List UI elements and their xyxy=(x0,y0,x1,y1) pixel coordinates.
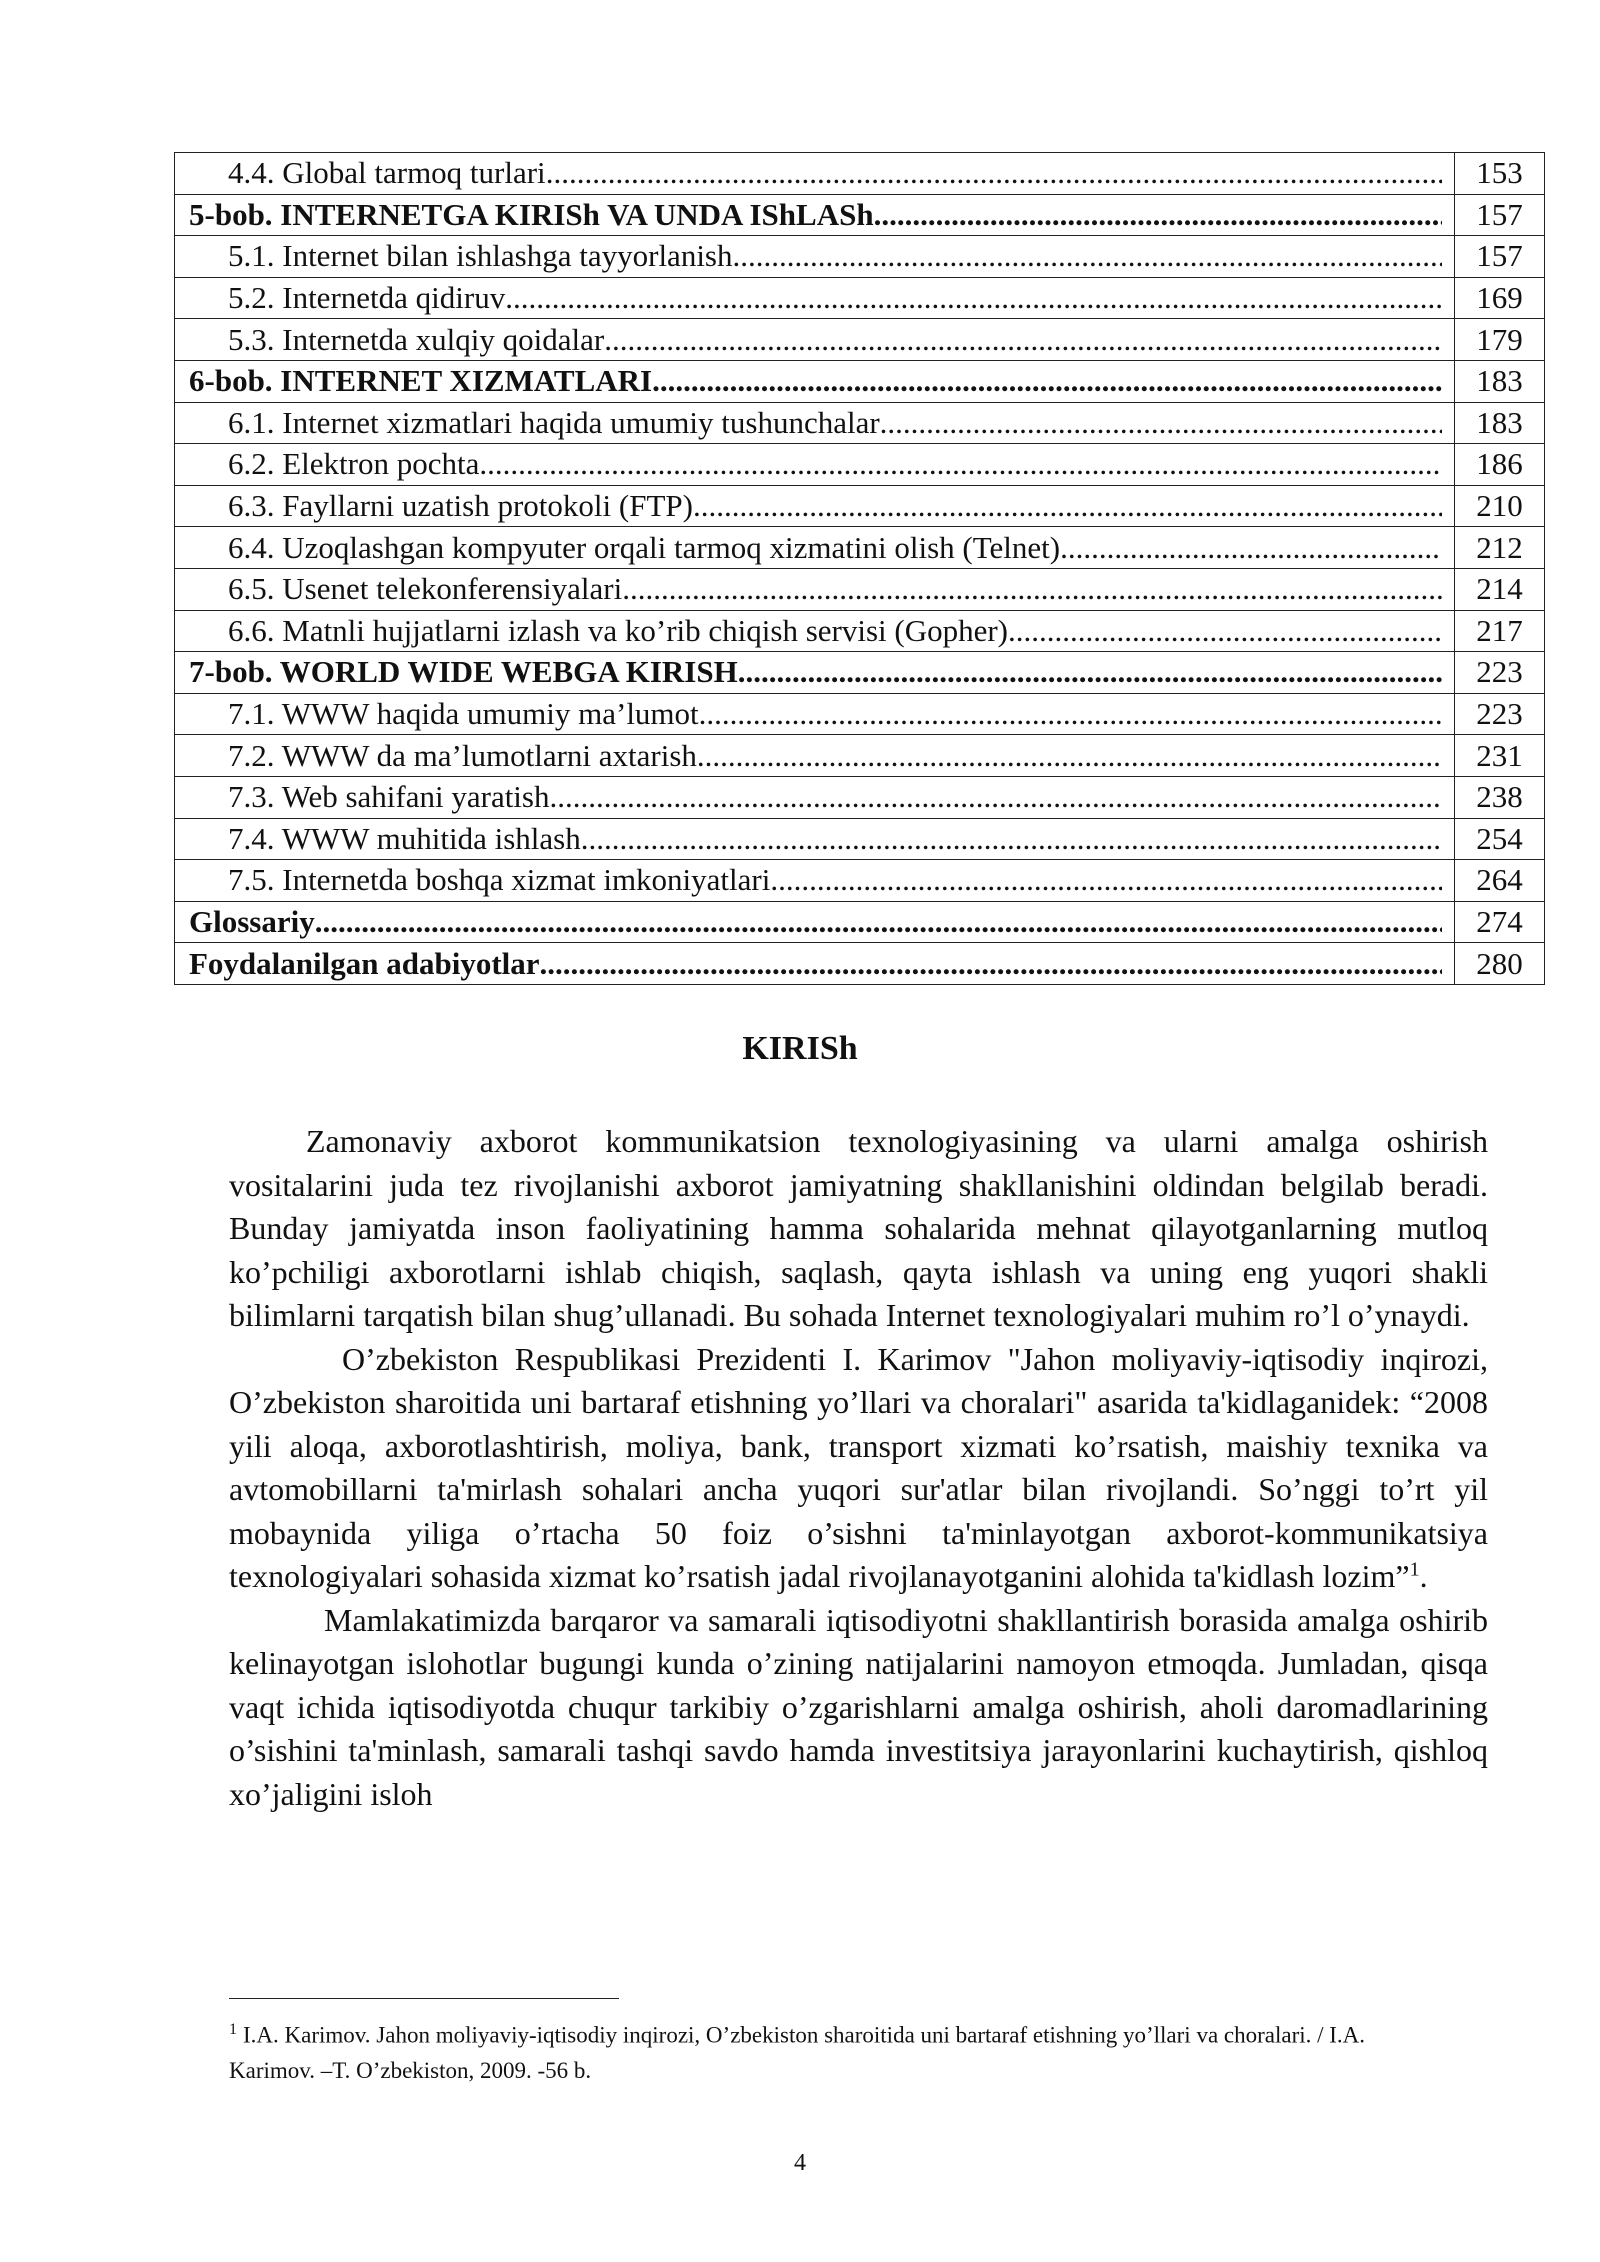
toc-entry-cell xyxy=(175,735,1455,777)
toc-dot-leader xyxy=(604,320,1442,360)
paragraph-2-end: . xyxy=(1419,1558,1428,1594)
toc-entry-title: 7.5. Internetda boshqa xizmat imkoniyatlari xyxy=(228,862,771,898)
footnote-reference: 1 xyxy=(1409,1558,1420,1581)
toc-entry-cell xyxy=(175,194,1455,236)
toc-row xyxy=(175,818,1545,860)
toc-entry-title: 4.4. Global tarmoq turlari xyxy=(228,155,546,191)
toc-page-number: 217 xyxy=(1455,610,1545,652)
toc-row xyxy=(175,776,1545,818)
toc-entry-cell xyxy=(175,444,1455,486)
toc-row xyxy=(175,402,1545,444)
toc-page-number: 223 xyxy=(1455,652,1545,694)
footnote-separator xyxy=(229,1998,619,1999)
toc-row xyxy=(175,236,1545,278)
toc-row xyxy=(175,610,1545,652)
toc-dot-leader xyxy=(652,361,1442,401)
toc-entry-cell xyxy=(175,236,1455,278)
toc-entry-title: 6.6. Matnli hujjatlarni izlash va ko’rib chiqish servisi (Gopher) xyxy=(228,612,1008,648)
toc-row xyxy=(175,360,1545,402)
toc-entry-cell xyxy=(175,153,1455,195)
toc-entry-cell xyxy=(175,402,1455,444)
toc-page-number: 238 xyxy=(1455,776,1545,818)
toc-dot-leader xyxy=(540,944,1442,984)
footnote-mark: 1 xyxy=(229,2021,237,2038)
toc-dot-leader xyxy=(874,195,1442,235)
toc-entry-title: 6.1. Internet xizmatlari haqida umumiy tushunchalar xyxy=(228,404,880,440)
toc-dot-leader xyxy=(738,652,1442,692)
toc-entry-title: 6.5. Usenet telekonferensiyalari xyxy=(228,571,623,607)
toc-entry-cell xyxy=(175,319,1455,361)
toc-entry-title: 7.3. Web sahifani yaratish xyxy=(228,779,550,815)
toc-entry-title: 5.2. Internetda qidiruv xyxy=(228,280,506,316)
toc-entry-title: 7.2. WWW da ma’lumotlarni axtarish xyxy=(228,737,697,773)
toc-row xyxy=(175,693,1545,735)
toc-entry-cell xyxy=(175,776,1455,818)
toc-page-number: 231 xyxy=(1455,735,1545,777)
toc-entry-cell xyxy=(175,360,1455,402)
toc-entry-title: 5.1. Internet bilan ishlashga tayyorlanish xyxy=(228,238,733,274)
toc-row xyxy=(175,943,1545,985)
toc-row xyxy=(175,277,1545,319)
toc-row xyxy=(175,735,1545,777)
paragraph-2-text: O’zbekiston Respublikasi Prezidenti I. Karimov "Jahon moliyaviy-iqtisodiy inqirozi, O’zbekiston sharoitida uni bartaraf etishning yo’llari va choralari" asarida ta'kidlaganidek: “2008 yili aloqa, axborotlashtirish, moliya, bank, transport xizmati ko’rsatish, maishiy texnika va avtomobillarni ta'mirlash sohalari ancha yuqori sur'atlar bilan rivojlandi. So’nggi to’rt yil mobaynida yiliga o’rtacha 50 foiz o’sishni ta'minlayotgan axborot-kommunikatsiya texnologiyalari sohasida xizmat ko’rsatish jadal rivojlanayotganini alohida ta'kidlash lozim” xyxy=(229,1340,1488,1594)
toc-dot-leader xyxy=(697,736,1442,776)
toc-row xyxy=(175,901,1545,943)
table-of-contents xyxy=(174,152,1545,985)
toc-dot-leader xyxy=(1008,611,1442,651)
toc-entry-title: 6.3. Fayllarni uzatish protokoli (FTP) xyxy=(228,488,693,524)
toc-page-number: 274 xyxy=(1455,901,1545,943)
toc-page-number: 153 xyxy=(1455,153,1545,195)
toc-page-number: 186 xyxy=(1455,444,1545,486)
toc-dot-leader xyxy=(505,278,1442,318)
page-number: 4 xyxy=(794,2150,806,2176)
toc-dot-leader xyxy=(581,819,1442,859)
toc-entry-title: 5.3. Internetda xulqiy qoidalar xyxy=(228,321,605,357)
toc-page-number: 254 xyxy=(1455,818,1545,860)
footnote-text: I.A. Karimov. Jahon moliyaviy-iqtisodiy inqirozi, O’zbekiston sharoitida uni bartaraf etishning yo’llari va choralari. / I.A. Karimov. –T. O’zbekiston, 2009. -56 b. xyxy=(229,2022,1366,2083)
toc-page-number: 169 xyxy=(1455,277,1545,319)
toc-dot-leader xyxy=(770,860,1442,900)
toc-dot-leader xyxy=(693,486,1442,526)
toc-dot-leader xyxy=(880,403,1442,443)
toc-row xyxy=(175,485,1545,527)
footnote xyxy=(229,2012,1409,2088)
toc-row xyxy=(175,194,1545,236)
toc-page-number: 212 xyxy=(1455,527,1545,569)
toc-entry-title: 6-bob. INTERNET XIZMATLARI xyxy=(189,363,653,399)
toc-row xyxy=(175,153,1545,195)
toc-entry-title: 6.2. Elektron pochta xyxy=(228,446,480,482)
toc-entry-title: 5-bob. INTERNETGA KIRISh VA UNDA IShLASh xyxy=(189,196,874,232)
toc-entry-title: 7.1. WWW haqida umumiy ma’lumot xyxy=(228,696,699,732)
toc-entry-title: 7-bob. WORLD WIDE WEBGA KIRISH xyxy=(189,654,738,690)
toc-dot-leader xyxy=(546,153,1442,193)
toc-row xyxy=(175,319,1545,361)
toc-entry-cell xyxy=(175,610,1455,652)
toc-page-number: 264 xyxy=(1455,860,1545,902)
toc-entry-cell xyxy=(175,818,1455,860)
toc-page-number: 183 xyxy=(1455,402,1545,444)
toc-entry-title: Foydalanilgan adabiyotlar xyxy=(189,945,540,981)
toc-page-number: 280 xyxy=(1455,943,1545,985)
toc-entry-cell xyxy=(175,485,1455,527)
toc-row xyxy=(175,568,1545,610)
toc-row xyxy=(175,527,1545,569)
toc-entry-title: Glossariy xyxy=(189,903,315,939)
paragraph-1: Zamonaviy axborot kommunikatsion texnologiyasining va ularni amalga oshirish vositalarini juda tez rivojlanishi axborot jamiyatning shakllanishini oldindan belgilab beradi. Bunday jamiyatda inson faoliyatining hamma sohalarida mehnat qilayotganlarning mutloq ko’pchiligi axborotlarni ishlab chiqish, saqlash, qayta ishlash va uning eng yuqori shakli bilimlarni tarqatish bilan shug’ullanadi. Bu sohada Internet texnologiyalari muhim ro’l o’ynaydi. xyxy=(229,1123,1488,1333)
toc-page-number: 183 xyxy=(1455,360,1545,402)
toc-entry-cell xyxy=(175,527,1455,569)
toc-dot-leader xyxy=(1060,528,1442,568)
paragraph-2 xyxy=(229,1338,1488,1599)
toc-page-number: 223 xyxy=(1455,693,1545,735)
toc-row xyxy=(175,444,1545,486)
toc-row xyxy=(175,860,1545,902)
toc-dot-leader xyxy=(479,444,1442,484)
toc-entry-title: 7.4. WWW muhitida ishlash xyxy=(228,820,581,856)
toc-page-number: 210 xyxy=(1455,485,1545,527)
toc-dot-leader xyxy=(699,694,1442,734)
body-text xyxy=(229,1120,1488,1816)
toc-dot-leader xyxy=(550,777,1443,817)
toc-page-number: 214 xyxy=(1455,568,1545,610)
toc-row xyxy=(175,652,1545,694)
paragraph-3: Mamlakatimizda barqaror va samarali iqtisodiyotni shakllantirish borasida amalga oshirib kelinayotgan islohotlar bugungi kunda o’zining natijalarini namoyon etmoqda. Jumladan, qisqa vaqt ichida iqtisodiyotda chuqur tarkibiy o’zgarishlarni amalga oshirish, aholi daromadlarining o’sishini ta'minlash, samarali tashqi savdo hamda investitsiya jarayonlarini kuchaytirish, qishloq xo’jaligini isloh xyxy=(229,1601,1488,1812)
toc-entry-cell xyxy=(175,568,1455,610)
toc-entry-title: 6.4. Uzoqlashgan kompyuter orqali tarmoq xizmatini olish (Telnet) xyxy=(228,529,1061,565)
toc-entry-cell xyxy=(175,277,1455,319)
toc-entry-cell xyxy=(175,860,1455,902)
toc-entry-cell xyxy=(175,901,1455,943)
toc-page-number: 157 xyxy=(1455,194,1545,236)
toc-dot-leader xyxy=(622,569,1442,609)
toc-page-number: 157 xyxy=(1455,236,1545,278)
toc-page-number: 179 xyxy=(1455,319,1545,361)
toc-dot-leader xyxy=(315,902,1442,942)
toc-entry-cell xyxy=(175,943,1455,985)
toc-dot-leader xyxy=(733,236,1443,276)
toc-entry-cell xyxy=(175,652,1455,694)
toc-entry-cell xyxy=(175,693,1455,735)
section-heading: KIRISh xyxy=(742,1030,858,1067)
